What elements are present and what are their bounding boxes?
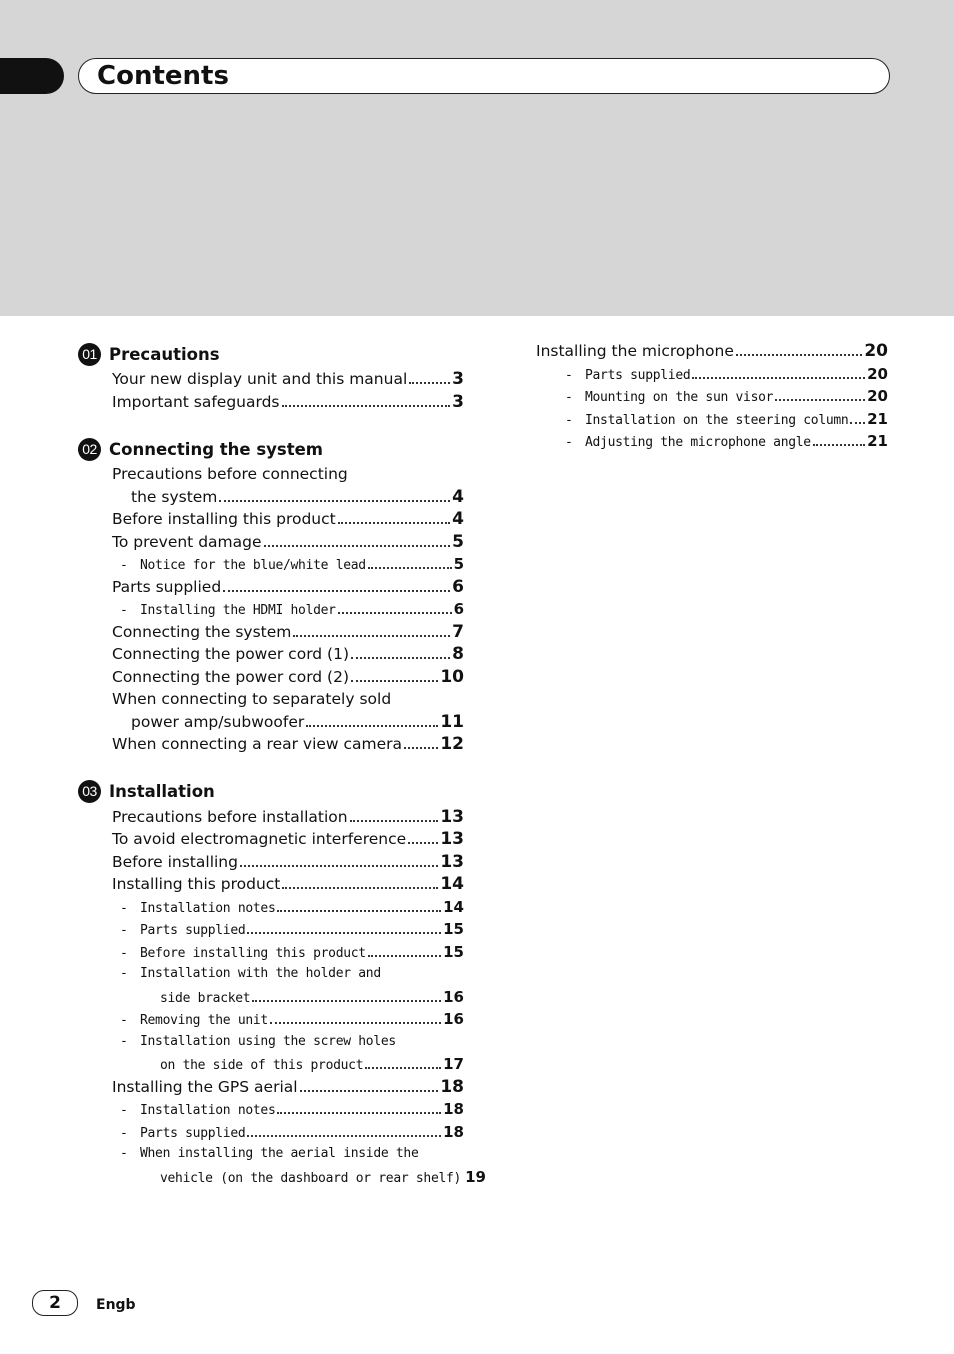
- header-tab: [0, 58, 64, 94]
- section-number-badge: 01: [78, 343, 101, 366]
- toc-entry-text: Mounting on the sun visor: [585, 390, 774, 405]
- toc-page-number: 14: [440, 874, 464, 894]
- toc-entry[interactable]: [536, 363, 888, 386]
- toc-entry[interactable]: [78, 1143, 464, 1166]
- toc-page-number: 6: [453, 600, 464, 618]
- toc-entry-label: [112, 643, 349, 666]
- leader-dots: [351, 680, 438, 682]
- toc-entry-text: Before installing: [112, 852, 238, 871]
- toc-page-number: 15: [443, 920, 464, 938]
- section-title: Installation: [109, 782, 215, 801]
- toc-entry-label: [112, 368, 407, 391]
- toc-entry-label: [140, 1010, 268, 1033]
- toc-entry[interactable]: [78, 1008, 464, 1031]
- toc-right-column: [536, 340, 888, 453]
- toc-entry-text: When connecting to separately sold: [112, 690, 392, 708]
- section-spacer: [78, 413, 464, 435]
- toc-entry-text: Before installing this product: [112, 510, 336, 528]
- toc-entry-text: on the side of this product: [160, 1058, 364, 1073]
- toc-page-number: 3: [452, 391, 464, 412]
- section-number-badge: 03: [78, 780, 101, 803]
- toc-entry-text: When installing the aerial inside the: [140, 1146, 419, 1161]
- toc-entry-text: power amp/subwoofer: [131, 712, 305, 731]
- sub-entry-dash: -: [120, 1103, 128, 1118]
- toc-entry[interactable]: [78, 851, 464, 874]
- leader-dots: [282, 887, 438, 889]
- toc-page-number: 18: [443, 1100, 464, 1118]
- section-heading[interactable]: [78, 435, 464, 463]
- toc-entry[interactable]: [78, 1076, 464, 1099]
- page-number: 2: [32, 1290, 78, 1316]
- toc-entry-label: [112, 666, 349, 689]
- toc-entry-label: [112, 463, 348, 486]
- section-title: Precautions: [109, 344, 220, 364]
- toc-page-number: 11: [440, 711, 464, 732]
- toc-page-number: 13: [440, 851, 464, 872]
- section-heading[interactable]: [78, 340, 464, 368]
- toc-entry[interactable]: [78, 463, 464, 486]
- toc-page-number: 15: [443, 942, 464, 961]
- toc-section: [78, 340, 464, 413]
- toc-entry-label: [112, 828, 406, 851]
- toc-entry-text: Installation with the holder and: [140, 966, 381, 981]
- toc-section: [78, 435, 464, 756]
- leader-dots: [306, 725, 438, 727]
- toc-page-number: 20: [864, 341, 888, 361]
- toc-entry-text: Parts supplied: [112, 577, 222, 596]
- toc-entry[interactable]: [78, 733, 464, 756]
- leader-dots: [300, 1090, 439, 1092]
- leader-dots: [282, 405, 451, 407]
- toc-page-number: 21: [867, 432, 888, 450]
- toc-entry-text: Removing the unit: [140, 1013, 268, 1028]
- toc-entry-text: Precautions before installation: [112, 807, 348, 826]
- sub-entry-dash: -: [120, 1125, 128, 1141]
- leader-dots: [368, 955, 441, 957]
- toc-page-number: 10: [440, 666, 464, 687]
- toc-entry-label: [131, 711, 304, 734]
- toc-entry-list: [78, 806, 486, 1189]
- toc-entry[interactable]: [78, 941, 464, 964]
- toc-entry[interactable]: [78, 828, 464, 851]
- toc-page-number: 21: [867, 409, 888, 428]
- toc-entry-text: To avoid electromagnetic interference: [112, 830, 407, 848]
- toc-entry-text: To prevent damage: [112, 532, 262, 551]
- toc-entry-list: [78, 368, 464, 413]
- toc-entry[interactable]: [78, 508, 464, 531]
- toc-entry[interactable]: [78, 1031, 464, 1054]
- leader-dots: [277, 910, 441, 912]
- leader-dots: [775, 399, 865, 401]
- section-spacer: [78, 756, 464, 778]
- toc-entry-text: Installing the HDMI holder: [140, 603, 336, 618]
- toc-entry[interactable]: [78, 1053, 464, 1076]
- toc-entry-text: Your new display unit and this manual: [112, 370, 408, 388]
- toc-entry[interactable]: [78, 986, 464, 1009]
- toc-entry[interactable]: [78, 963, 464, 986]
- section-title: Connecting the system: [109, 439, 323, 459]
- leader-dots: [850, 422, 865, 424]
- toc-entry-label: [140, 1031, 396, 1054]
- sub-entry-dash: -: [120, 1013, 128, 1028]
- leader-dots: [736, 354, 862, 356]
- leader-dots: [247, 932, 441, 934]
- sub-entry-dash: -: [120, 558, 128, 573]
- toc-page-number: 5: [452, 531, 464, 552]
- toc-entry[interactable]: [78, 486, 464, 509]
- toc-entry-text: Notice for the blue/white lead: [140, 558, 366, 573]
- toc-page-number: 13: [440, 806, 464, 827]
- toc-entry-label: [160, 1168, 461, 1191]
- leader-dots: [277, 1112, 441, 1114]
- toc-entry-text: Installing the GPS aerial: [112, 1077, 298, 1096]
- toc-entry-label: [140, 555, 366, 578]
- toc-page-number: 3: [452, 369, 464, 389]
- toc-entry[interactable]: [78, 918, 464, 941]
- toc-entry-label: [112, 576, 221, 599]
- toc-page-number: 18: [443, 1122, 464, 1141]
- toc-entry-label: [140, 1143, 419, 1166]
- toc-entry[interactable]: [78, 368, 464, 391]
- toc-entry-label: [585, 387, 773, 410]
- leader-dots: [350, 820, 439, 822]
- toc-left-column: [78, 340, 486, 1188]
- toc-entry-label: [536, 340, 734, 363]
- toc-entry-text: When connecting a rear view camera: [112, 735, 403, 753]
- toc-page-number: 12: [440, 734, 464, 754]
- toc-entry[interactable]: [536, 430, 888, 453]
- toc-entry[interactable]: [78, 1098, 464, 1121]
- section-number-badge: 02: [78, 438, 101, 461]
- leader-dots: [264, 545, 451, 547]
- toc-entry-text: side bracket: [160, 990, 251, 1006]
- toc-entry-label: [112, 621, 291, 644]
- toc-entry[interactable]: [78, 531, 464, 554]
- toc-entry-label: [112, 531, 262, 554]
- sub-entry-dash: -: [120, 900, 128, 916]
- toc-entry-text: Installation notes: [140, 1103, 276, 1118]
- toc-entry-text: Connecting the power cord (2): [112, 667, 350, 686]
- leader-dots: [365, 1067, 441, 1069]
- leader-dots: [293, 635, 450, 637]
- toc-entry-text: Installing this product: [112, 875, 281, 893]
- sub-entry-dash: -: [565, 412, 573, 428]
- leader-dots: [408, 842, 438, 844]
- leader-dots: [219, 500, 450, 502]
- sub-entry-dash: -: [120, 966, 128, 981]
- toc-entry-label: [112, 851, 238, 874]
- toc-entry-label: [112, 873, 280, 896]
- toc-entry-label: [585, 410, 848, 433]
- toc-page-number: 5: [453, 555, 464, 573]
- leader-dots: [252, 1000, 441, 1002]
- toc-entry-label: [112, 733, 402, 756]
- sub-entry-dash: -: [120, 923, 128, 938]
- page-title: Contents: [97, 61, 229, 91]
- sub-entry-dash: -: [120, 1146, 128, 1161]
- toc-entry-text: Installation notes: [140, 900, 276, 916]
- toc-page-number: 16: [443, 987, 464, 1006]
- toc-page-number: 13: [440, 829, 464, 849]
- leader-dots: [404, 747, 438, 749]
- toc-entry-text: Important safeguards: [112, 392, 280, 411]
- toc-entry[interactable]: [78, 806, 464, 829]
- toc-entry-list: [536, 340, 888, 453]
- leader-dots: [813, 444, 865, 446]
- leader-dots: [247, 1135, 441, 1137]
- toc-page-number: 4: [452, 486, 464, 507]
- leader-dots: [351, 657, 450, 659]
- toc-section: [78, 778, 486, 1189]
- section-heading[interactable]: [78, 778, 464, 806]
- toc-entry[interactable]: [78, 688, 464, 711]
- leader-dots: [223, 590, 450, 592]
- toc-entry-text: Connecting the power cord (1): [112, 645, 350, 663]
- toc-page-number: 17: [443, 1055, 464, 1073]
- toc-entry[interactable]: [78, 1121, 464, 1144]
- toc-page-number: 16: [443, 1010, 464, 1028]
- toc-entry-text: Before installing this product: [140, 945, 366, 961]
- leader-dots: [368, 567, 452, 569]
- sub-entry-dash: -: [120, 603, 128, 618]
- toc-entry-label: [112, 508, 336, 531]
- sub-entry-dash: -: [120, 1033, 128, 1049]
- toc-entry-label: [140, 943, 366, 966]
- toc-entry[interactable]: [78, 896, 464, 919]
- toc-entry[interactable]: [78, 666, 464, 689]
- sub-entry-dash: -: [565, 435, 573, 450]
- toc-entry[interactable]: [536, 408, 888, 431]
- toc-page-number: 4: [452, 509, 464, 529]
- toc-entry[interactable]: [78, 391, 464, 414]
- leader-dots: [338, 522, 450, 524]
- toc-entry[interactable]: [536, 385, 888, 408]
- toc-entry[interactable]: [536, 340, 888, 363]
- sub-entry-dash: -: [565, 367, 573, 383]
- toc-page-number: 7: [452, 621, 464, 642]
- toc-entry[interactable]: [78, 873, 464, 896]
- toc-page-number: 18: [440, 1076, 464, 1097]
- toc-entry-label: [140, 1100, 275, 1123]
- toc-entry-text: Connecting the system: [112, 622, 292, 641]
- toc-entry-text: Installation on the steering column: [585, 412, 849, 428]
- toc-entry-text: Parts supplied: [140, 1125, 246, 1141]
- toc-entry-label: [140, 963, 381, 986]
- leader-dots: [270, 1022, 441, 1024]
- toc-entry-label: [160, 988, 250, 1011]
- toc-entry-label: [160, 1055, 363, 1078]
- toc-entry-label: [112, 806, 348, 829]
- toc-entry-label: [140, 1123, 245, 1146]
- header-band: [0, 0, 954, 316]
- toc-entry-text: Adjusting the microphone angle: [585, 435, 811, 450]
- toc-page-number: 20: [867, 364, 888, 383]
- toc-entry[interactable]: [78, 711, 464, 734]
- toc-entry-text: Parts supplied: [585, 367, 691, 383]
- toc-entry-label: [140, 600, 336, 623]
- leader-dots: [240, 865, 438, 867]
- toc-page-number: 20: [867, 387, 888, 405]
- toc-entry-label: [112, 1076, 298, 1099]
- sub-entry-dash: -: [565, 390, 573, 405]
- toc-entry-label: [140, 920, 245, 943]
- leader-dots: [338, 612, 452, 614]
- toc-entry-label: [585, 432, 811, 455]
- language-code: Engb: [96, 1297, 136, 1313]
- sub-entry-dash: -: [120, 945, 128, 961]
- toc-entry-list: [78, 463, 464, 756]
- toc-entry-text: Installation using the screw holes: [140, 1033, 396, 1049]
- toc-entry-label: [131, 486, 217, 509]
- toc-entry[interactable]: [78, 576, 464, 599]
- title-box: [78, 58, 890, 94]
- toc-page-number: 6: [452, 576, 464, 597]
- leader-dots: [692, 377, 865, 379]
- toc-entry[interactable]: [78, 553, 464, 576]
- toc-entry-label: [140, 898, 275, 921]
- toc-entry-label: [585, 365, 690, 388]
- toc-entry-text: the system: [131, 487, 218, 506]
- toc-entry-text: vehicle (on the dashboard or rear shelf): [160, 1170, 462, 1186]
- toc-entry[interactable]: [78, 598, 464, 621]
- toc-page-number: 14: [443, 897, 464, 916]
- toc-entry-text: Parts supplied: [140, 923, 246, 938]
- toc-entry-text: Precautions before connecting: [112, 465, 348, 483]
- toc-page-number: 8: [452, 644, 464, 664]
- toc-entry-label: [112, 391, 280, 414]
- toc-entry[interactable]: [78, 621, 464, 644]
- toc-entry-label: [112, 688, 391, 711]
- toc-entry-text: Installing the microphone: [536, 342, 734, 360]
- toc-page-number: 19: [465, 1167, 486, 1186]
- leader-dots: [409, 382, 450, 384]
- toc-entry[interactable]: [78, 643, 464, 666]
- toc-entry[interactable]: [78, 1166, 486, 1189]
